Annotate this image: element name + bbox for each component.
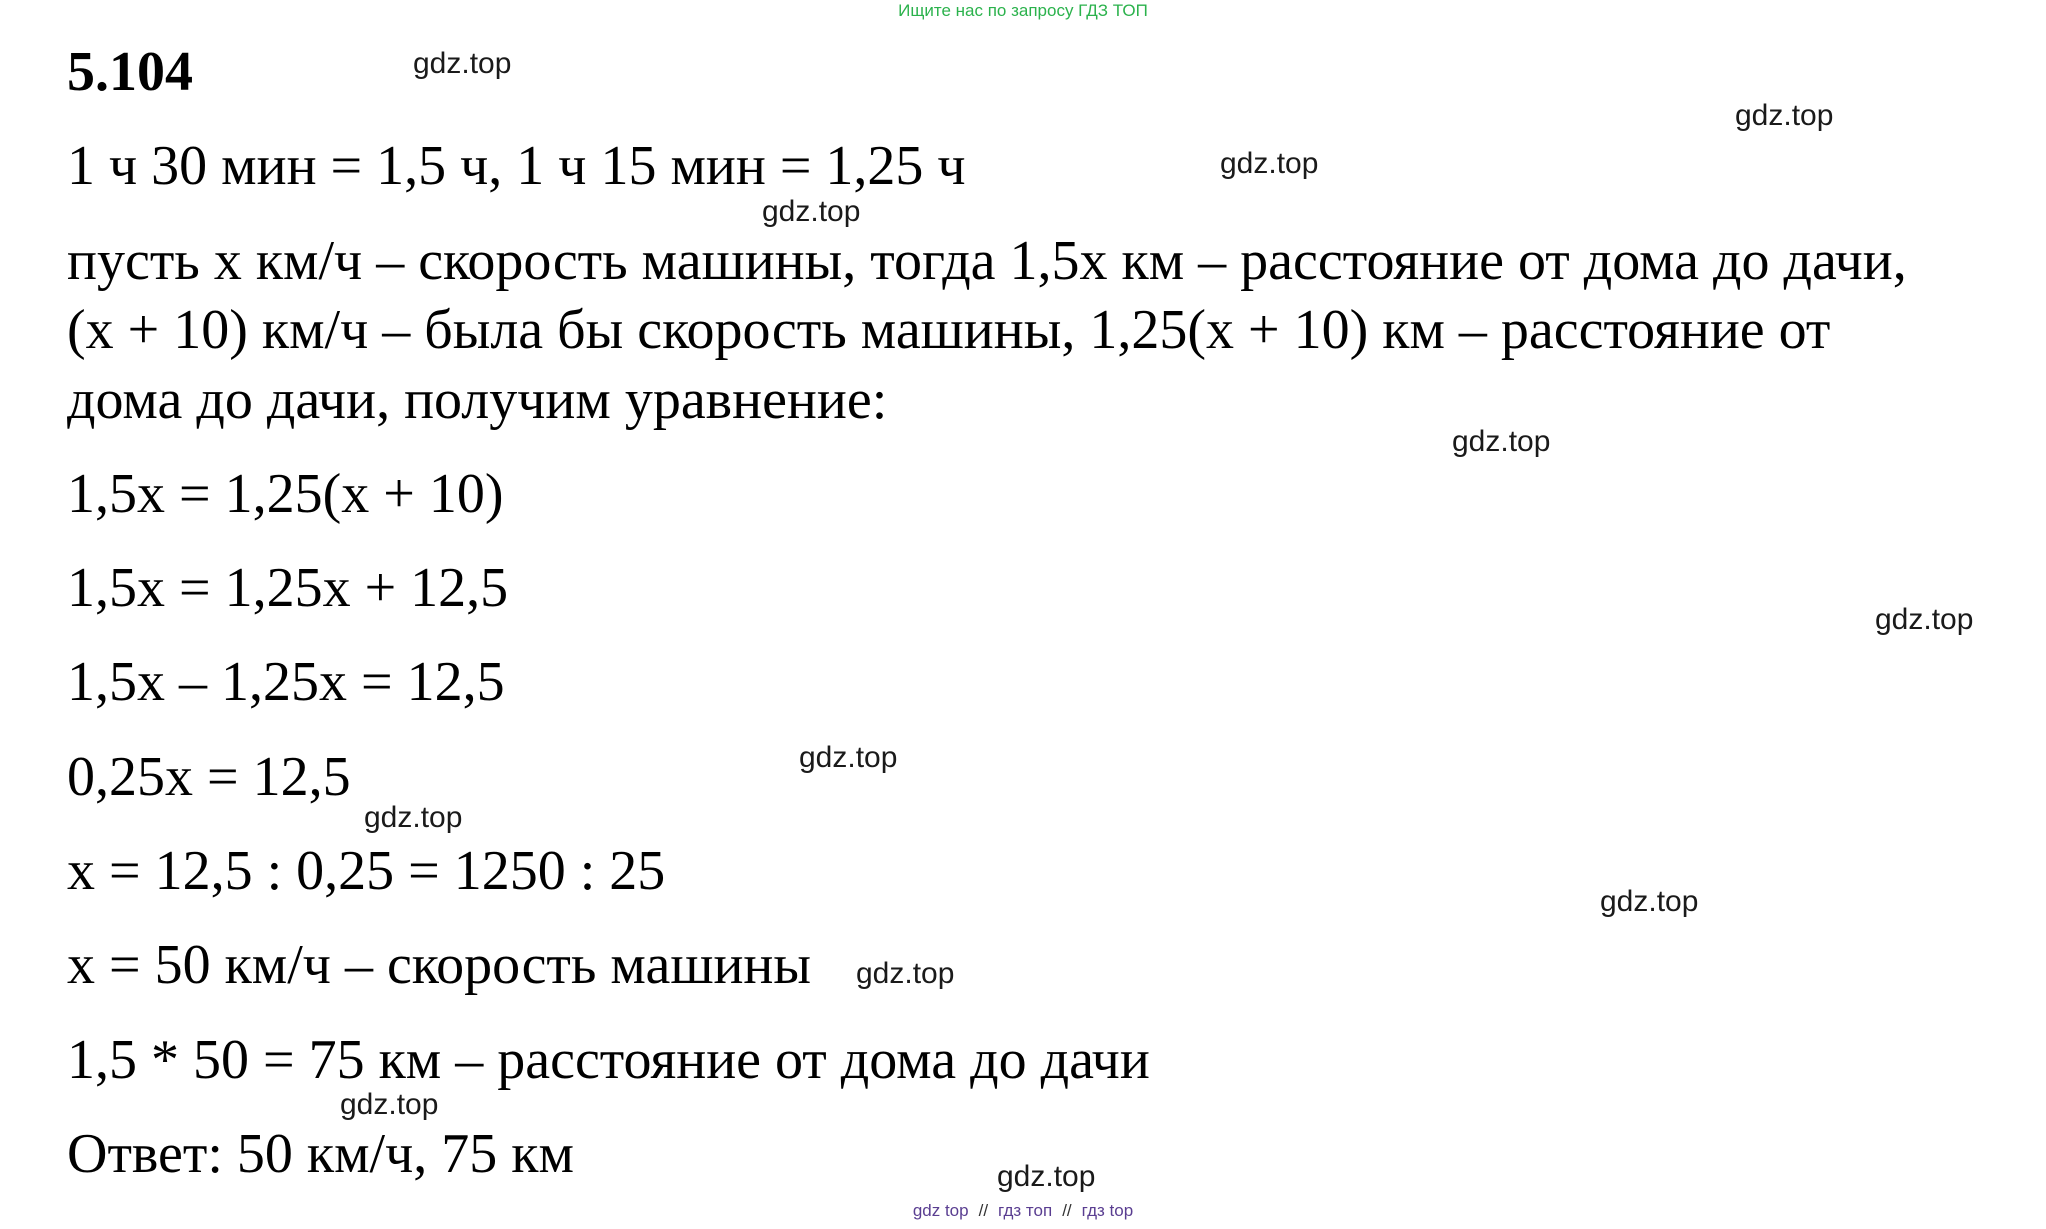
speed-result-line: х = 50 км/ч – скорость машины — [67, 934, 812, 996]
equation-line-1: 1,5х = 1,25(х + 10) — [67, 463, 504, 525]
answer-line: Ответ: 50 км/ч, 75 км — [67, 1123, 574, 1185]
problem-number: 5.104 — [67, 41, 193, 103]
watermark: gdz.top — [1875, 603, 1974, 636]
watermark: gdz.top — [1220, 147, 1319, 180]
equation-line-3: 1,5х – 1,25х = 12,5 — [67, 651, 505, 713]
watermark: gdz.top — [364, 801, 463, 834]
solution-line-conversion: 1 ч 30 мин = 1,5 ч, 1 ч 15 мин = 1,25 ч — [67, 135, 966, 197]
watermark: gdz.top — [1452, 425, 1551, 458]
distance-result-line: 1,5 * 50 = 75 км – расстояние от дома до дачи — [67, 1029, 1150, 1091]
equation-line-2: 1,5х = 1,25х + 12,5 — [67, 557, 509, 619]
solution-line-setup-3: дома до дачи, получим уравнение: — [67, 369, 888, 431]
watermark: gdz.top — [762, 195, 861, 228]
watermark: gdz.top — [340, 1088, 439, 1121]
equation-line-4: 0,25х = 12,5 — [67, 746, 351, 808]
watermark: gdz.top — [1735, 99, 1834, 132]
watermark: gdz.top — [413, 47, 512, 80]
top-banner: Ищите нас по запросу ГДЗ ТОП — [898, 1, 1148, 20]
watermark: gdz.top — [856, 957, 955, 990]
watermark: gdz.top — [1600, 885, 1699, 918]
footer-link-gdz-top-ru[interactable]: гдз топ — [998, 1201, 1053, 1220]
footer-separator: // — [1062, 1201, 1072, 1220]
solution-line-setup-1: пусть х км/ч – скорость машины, тогда 1,5х км – расстояние от дома до дачи, — [67, 230, 1907, 292]
watermark: gdz.top — [799, 741, 898, 774]
footer-separator: // — [978, 1201, 989, 1220]
equation-line-5: х = 12,5 : 0,25 = 1250 : 25 — [67, 840, 666, 902]
solution-line-setup-2: (х + 10) км/ч – была бы скорость машины, 1,25(х + 10) км – расстояние от — [67, 299, 1831, 361]
footer-links — [0, 1200, 2046, 1222]
footer-link-gdz-top[interactable]: gdz top — [912, 1201, 969, 1220]
watermark: gdz.top — [997, 1160, 1096, 1193]
footer-link-gdz-top-mixed[interactable]: гдз top — [1081, 1201, 1134, 1220]
